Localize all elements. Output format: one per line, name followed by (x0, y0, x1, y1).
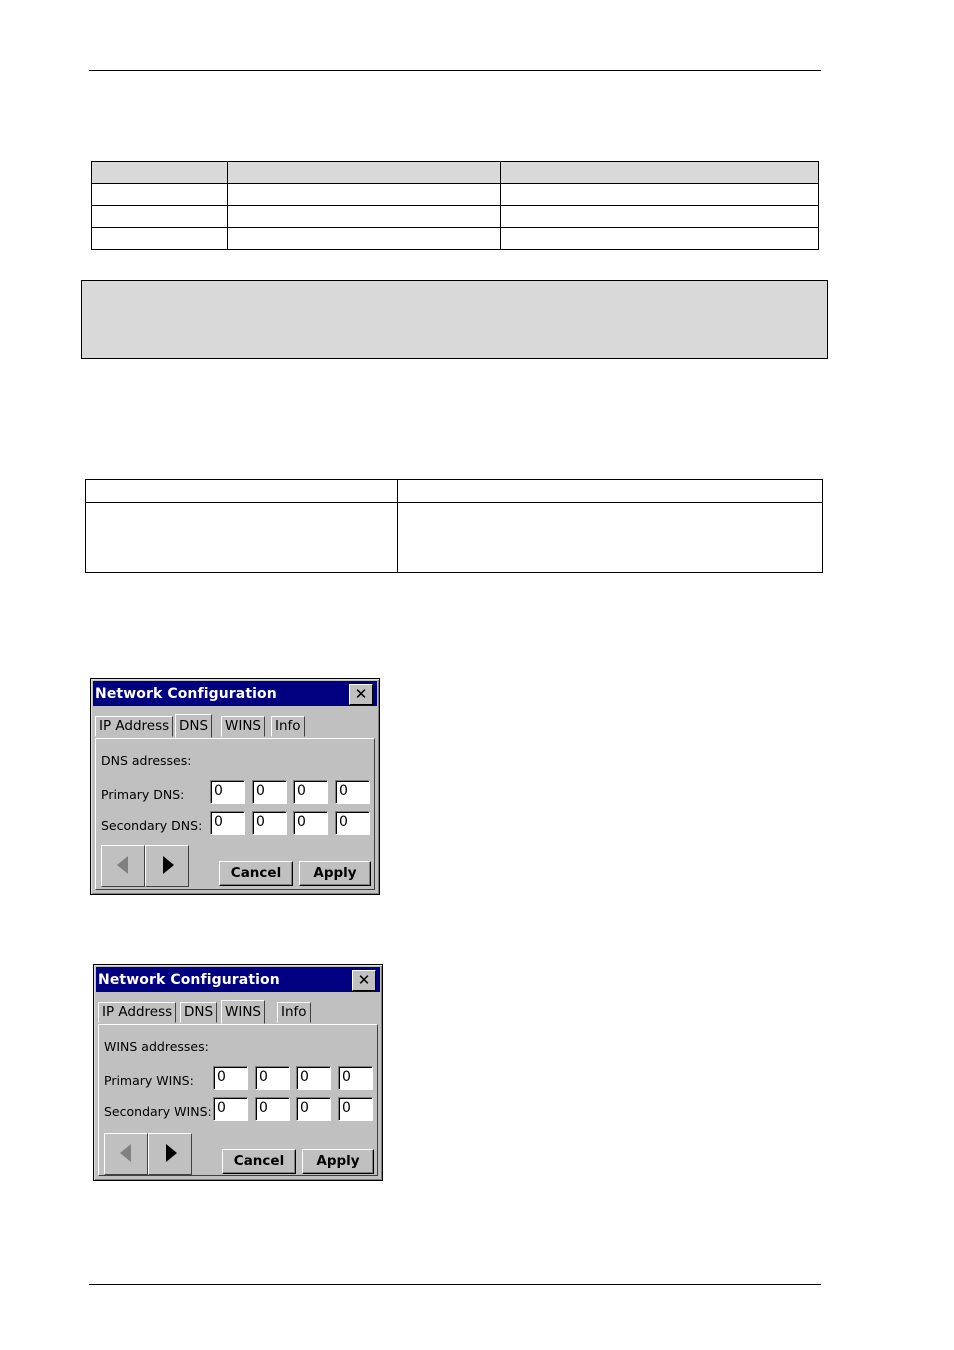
table-header-cell (398, 480, 823, 503)
table-header-cell (86, 480, 398, 503)
table-middle (85, 479, 823, 573)
primary-dns-octet-4[interactable]: 0 (335, 780, 370, 804)
arrow-right-icon (166, 1144, 177, 1162)
table-cell (228, 206, 501, 228)
table-cell (92, 184, 228, 206)
primary-wins-label: Primary WINS: (104, 1073, 194, 1088)
arrow-left-icon (120, 1144, 131, 1162)
apply-button[interactable]: Apply (302, 1149, 374, 1174)
arrow-left-icon (117, 856, 128, 874)
primary-wins-octet-4[interactable]: 0 (338, 1066, 373, 1090)
tab-dns[interactable]: DNS (175, 714, 212, 738)
secondary-dns-label: Secondary DNS: (101, 818, 203, 833)
primary-dns-octet-3[interactable]: 0 (293, 780, 328, 804)
secondary-dns-octet-4[interactable]: 0 (335, 811, 370, 835)
table-cell (228, 184, 501, 206)
note-box (81, 280, 828, 359)
next-button[interactable] (145, 845, 189, 887)
dialog-titlebar (96, 967, 380, 992)
dns-dialog (90, 678, 380, 895)
table-top (91, 161, 819, 250)
table-cell (501, 184, 819, 206)
cancel-button[interactable]: Cancel (222, 1149, 296, 1174)
tab-info[interactable]: Info (277, 1002, 311, 1023)
table-cell (501, 228, 819, 250)
cancel-button[interactable]: Cancel (219, 861, 293, 886)
section-label: DNS adresses: (101, 753, 192, 768)
secondary-dns-octet-1[interactable]: 0 (210, 811, 245, 835)
tab-info[interactable]: Info (271, 716, 305, 737)
dialog-titlebar (93, 681, 377, 706)
secondary-wins-label: Secondary WINS: (104, 1104, 212, 1119)
close-icon[interactable]: ✕ (349, 684, 373, 705)
table-header-cell (92, 162, 228, 184)
arrow-right-icon (163, 856, 174, 874)
prev-button[interactable] (101, 845, 145, 887)
secondary-dns-octet-3[interactable]: 0 (293, 811, 328, 835)
tab-wins[interactable]: WINS (221, 1000, 265, 1024)
secondary-wins-octet-2[interactable]: 0 (255, 1097, 290, 1121)
tab-wins[interactable]: WINS (221, 716, 265, 737)
table-cell (86, 503, 398, 573)
secondary-wins-octet-3[interactable]: 0 (296, 1097, 331, 1121)
header-rule (89, 70, 821, 71)
table-cell (398, 503, 823, 573)
tab-ip-address[interactable]: IP Address (95, 716, 173, 737)
table-cell (501, 206, 819, 228)
dialog-title: Network Configuration (98, 972, 280, 988)
close-icon[interactable]: ✕ (352, 970, 376, 991)
secondary-dns-octet-2[interactable]: 0 (252, 811, 287, 835)
tab-dns[interactable]: DNS (180, 1002, 217, 1023)
table-cell (228, 228, 501, 250)
footer-rule (89, 1284, 821, 1285)
secondary-wins-octet-1[interactable]: 0 (213, 1097, 248, 1121)
next-button[interactable] (148, 1133, 192, 1175)
primary-wins-octet-2[interactable]: 0 (255, 1066, 290, 1090)
table-cell (92, 228, 228, 250)
secondary-wins-octet-4[interactable]: 0 (338, 1097, 373, 1121)
primary-dns-octet-2[interactable]: 0 (252, 780, 287, 804)
table-header-cell (228, 162, 501, 184)
apply-button[interactable]: Apply (299, 861, 371, 886)
dialog-title: Network Configuration (95, 686, 277, 702)
wins-dialog (93, 964, 383, 1181)
section-label: WINS addresses: (104, 1039, 209, 1054)
prev-button[interactable] (104, 1133, 148, 1175)
primary-dns-label: Primary DNS: (101, 787, 185, 802)
primary-wins-octet-1[interactable]: 0 (213, 1066, 248, 1090)
table-cell (92, 206, 228, 228)
primary-dns-octet-1[interactable]: 0 (210, 780, 245, 804)
table-header-cell (501, 162, 819, 184)
primary-wins-octet-3[interactable]: 0 (296, 1066, 331, 1090)
tab-ip-address[interactable]: IP Address (98, 1002, 176, 1023)
